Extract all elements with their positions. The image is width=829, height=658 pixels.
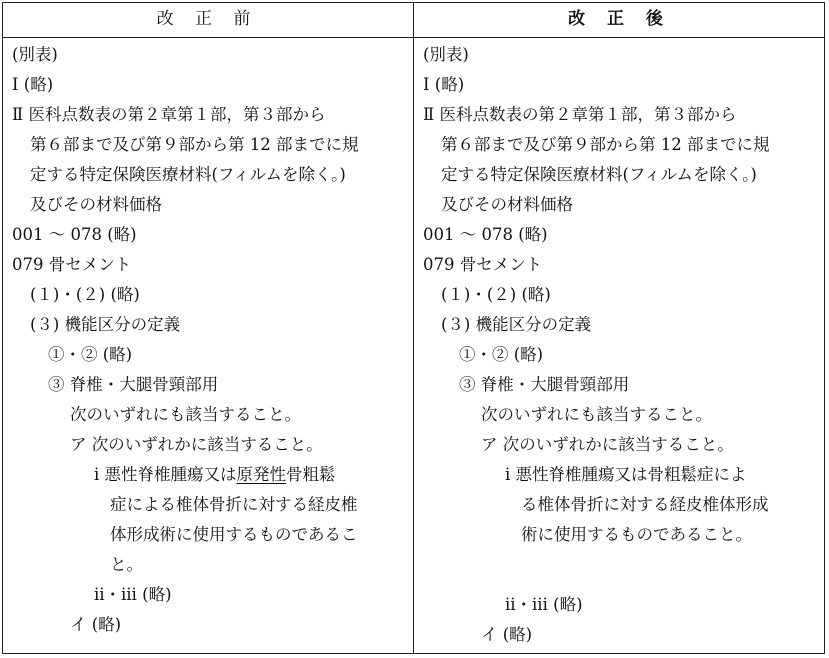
before-line: 体形成術に使用するものであるこ: [110, 525, 358, 544]
after-line: Ⅰ (略): [423, 75, 465, 94]
after-line: る椎体骨折に対する経皮椎体形成: [521, 495, 769, 514]
after-line: 第６部まで及び第９部から第 12 部までに規: [441, 135, 770, 154]
after-line: (３) 機能区分の定義: [441, 315, 592, 334]
after-line: イ (略): [481, 625, 533, 644]
before-line: Ⅱ 医科点数表の第２章第１部，第３部から: [12, 105, 326, 124]
header-divider: [2, 37, 825, 38]
after-line: ⅰ 悪性脊椎腫瘍又は骨粗鬆症によ: [505, 465, 747, 484]
after-line: ①・② (略): [459, 345, 544, 364]
after-line: ③ 脊椎・大腿骨頸部用: [459, 375, 630, 394]
before-line: Ⅰ (略): [12, 75, 54, 94]
before-line: 定する特定保険医療材料(フィルムを除く。): [30, 165, 346, 184]
before-line: (３) 機能区分の定義: [30, 315, 181, 334]
after-line: 術に使用するものであること。: [521, 525, 752, 544]
header-after: 改 正 後: [568, 9, 671, 29]
header-before: 改 正 前: [156, 9, 259, 29]
after-line: 次のいずれにも該当すること。: [481, 405, 712, 424]
before-line: 079 骨セメント: [12, 255, 132, 274]
before-line: (１)・(２) (略): [30, 285, 140, 304]
column-divider: [413, 2, 414, 654]
after-line: ア 次のいずれかに該当すること。: [481, 435, 734, 454]
after-line: (別表): [423, 45, 469, 64]
before-line: 第６部まで及び第９部から第 12 部までに規: [30, 135, 359, 154]
before-line: 次のいずれにも該当すること。: [70, 405, 301, 424]
before-line: イ (略): [70, 615, 122, 634]
before-line: 症による椎体骨折に対する経皮椎: [110, 495, 358, 514]
after-line: 及びその材料価格: [441, 195, 573, 214]
before-line: 及びその材料価格: [30, 195, 162, 214]
after-line: 079 骨セメント: [423, 255, 543, 274]
after-line: 001 ～ 078 (略): [423, 225, 548, 244]
before-line: [94, 465, 336, 485]
before-line-text: ⅰ 悪性脊椎腫瘍又は: [94, 465, 237, 484]
underlined-deleted-text: 原発性: [236, 465, 287, 484]
before-line: ③ 脊椎・大腿骨頸部用: [48, 375, 219, 394]
before-line: ①・② (略): [48, 345, 133, 364]
after-line: Ⅱ 医科点数表の第２章第１部，第３部から: [423, 105, 737, 124]
before-line: と。: [110, 555, 143, 574]
before-line: (別表): [12, 45, 58, 64]
before-line: ⅱ・ⅲ (略): [94, 585, 172, 604]
before-line: ア 次のいずれかに該当すること。: [70, 435, 323, 454]
after-line: ⅱ・ⅲ (略): [505, 595, 583, 614]
before-line: 001 ～ 078 (略): [12, 225, 137, 244]
after-line: 定する特定保険医療材料(フィルムを除く。): [441, 165, 757, 184]
after-line: (１)・(２) (略): [441, 285, 551, 304]
before-line-text: 骨粗鬆: [286, 465, 336, 484]
